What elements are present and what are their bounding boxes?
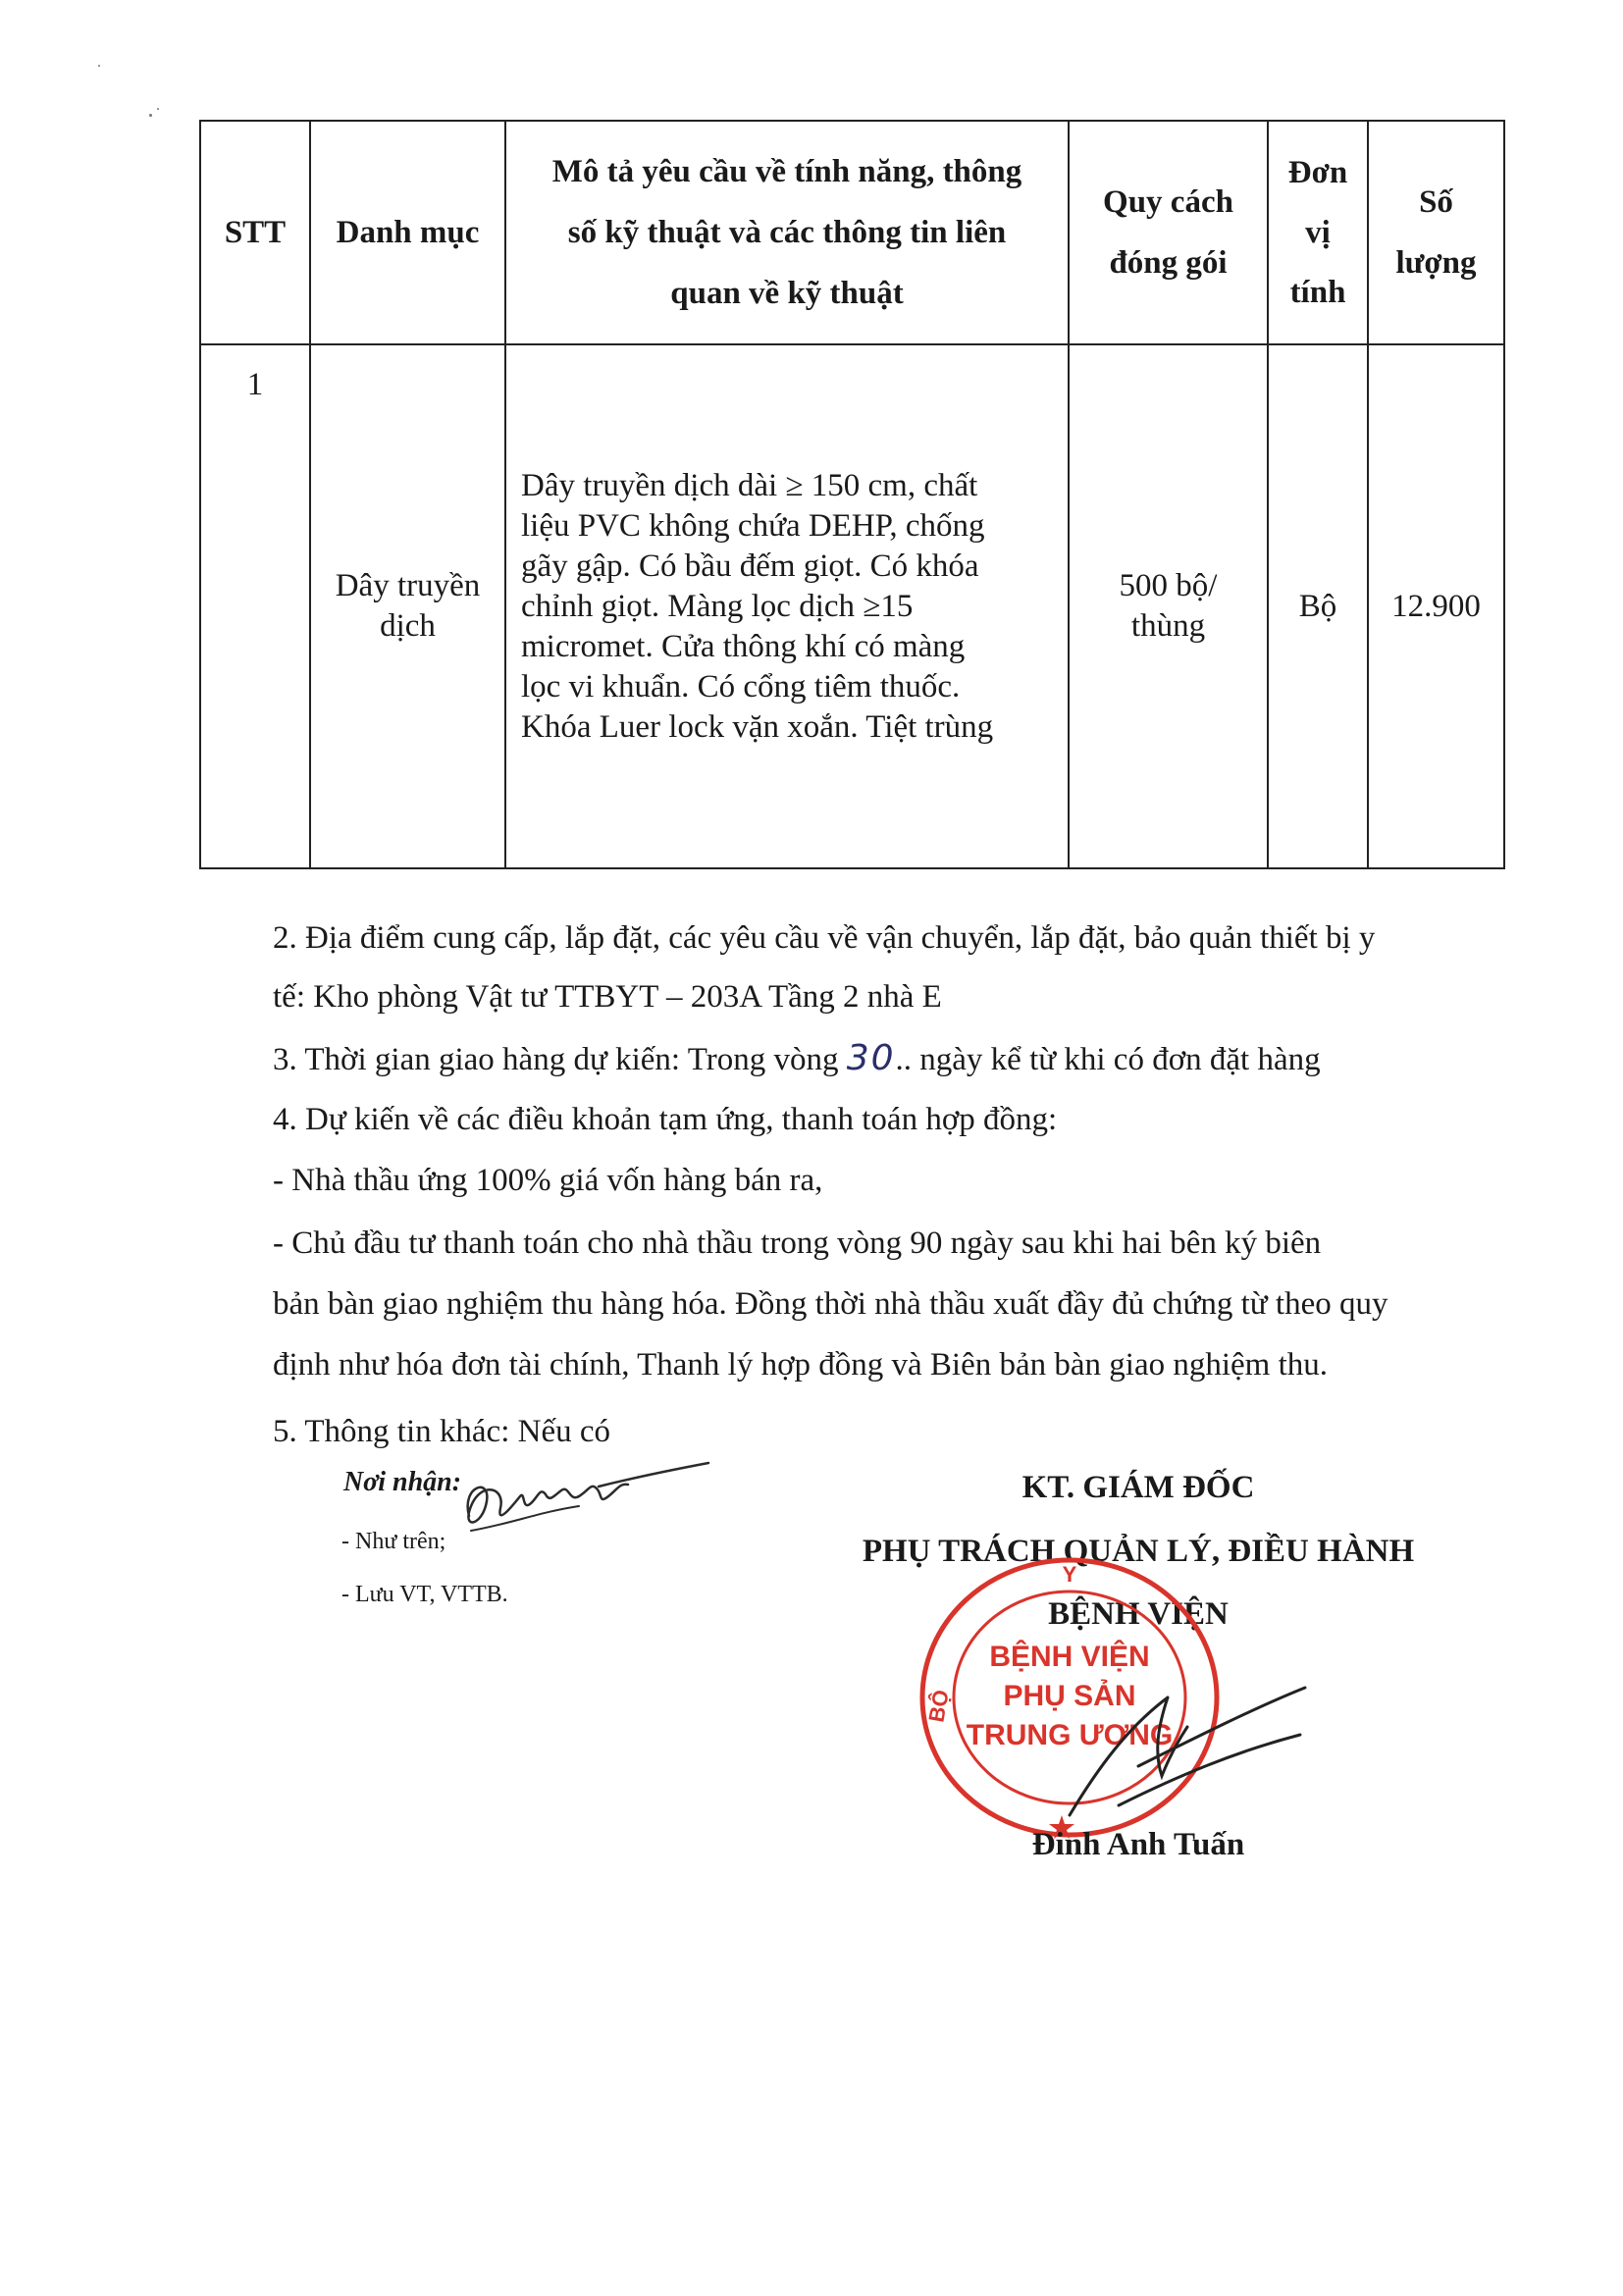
recipients-title: Nơi nhận:: [343, 1467, 462, 1497]
cell-category: Dây truyền dịch: [310, 344, 505, 868]
section-4-item-2-line-1: - Chủ đầu tư thanh toán cho nhà thầu trong vòng 90 ngày sau khi hai bên ký biên: [273, 1226, 1322, 1261]
table-row: [200, 344, 1504, 868]
cell-quantity: 12.900: [1368, 344, 1504, 868]
section-4-item-2-line-2: bản bàn giao nghiệm thu hàng hóa. Đồng thời nhà thầu xuất đầy đủ chứng từ theo quy: [273, 1286, 1388, 1322]
section-4-item-2-line-3: định như hóa đơn tài chính, Thanh lý hợp đồng và Biên bản bàn giao nghiệm thu.: [273, 1347, 1329, 1383]
stamp-ring-left: BỘ: [923, 1688, 954, 1725]
stamp-line-1: BỆNH VIỆN: [989, 1641, 1150, 1673]
stamp-line-2: PHỤ SẢN: [1003, 1680, 1136, 1712]
cell-stt: 1: [200, 344, 310, 868]
signatory-line-1: KT. GIÁM ĐỐC: [1021, 1470, 1255, 1505]
recipient-item: - Như trên;: [341, 1529, 446, 1554]
cell-packaging: 500 bộ/ thùng: [1069, 344, 1268, 868]
section-2-line-2: tế: Kho phòng Vật tư TTBYT – 203A Tầng 2 nhà E: [273, 979, 942, 1015]
header-quantity: Số lượng: [1368, 121, 1504, 344]
table-header-row: [200, 121, 1504, 344]
section-4-item-1: - Nhà thầu ứng 100% giá vốn hàng bán ra,: [273, 1163, 823, 1198]
cell-unit: Bộ: [1268, 344, 1368, 868]
section-5: 5. Thông tin khác: Nếu có: [273, 1414, 610, 1449]
signatory-line-2: PHỤ TRÁCH QUẢN LÝ, ĐIỀU HÀNH: [862, 1534, 1415, 1569]
initials-signature-icon: [451, 1447, 726, 1555]
stamp-line-3: TRUNG ƯƠNG: [966, 1719, 1174, 1751]
director-signature-icon: [1060, 1658, 1315, 1835]
signatory-line-3: BỆNH VIỆN: [1048, 1596, 1229, 1632]
header-category: Danh mục: [310, 121, 505, 344]
scan-speck: [157, 108, 159, 110]
handwritten-days: 30: [846, 1038, 896, 1078]
signatory-name: Đinh Anh Tuấn: [1031, 1827, 1245, 1862]
section-4: 4. Dự kiến về các điều khoản tạm ứng, thanh toán hợp đồng:: [273, 1102, 1058, 1137]
recipient-item: - Lưu VT, VTTB.: [341, 1582, 508, 1607]
section-2-line-1: 2. Địa điểm cung cấp, lắp đặt, các yêu cầu về vận chuyển, lắp đặt, bảo quản thiết bị y: [273, 920, 1376, 956]
spec-table: [199, 120, 1505, 869]
scan-speck: [98, 65, 100, 67]
header-unit: Đơn vị tính: [1268, 121, 1368, 344]
header-description: Mô tả yêu cầu về tính năng, thông số kỹ thuật và các thông tin liên quan về kỹ thuật: [505, 121, 1069, 344]
header-packaging: Quy cách đóng gói: [1069, 121, 1268, 344]
header-stt: STT: [200, 121, 310, 344]
section-3: 3. Thời gian giao hàng dự kiến: Trong vòng 30.. ngày kể từ khi có đơn đặt hàng: [273, 1038, 1321, 1078]
scan-speck: [149, 114, 152, 117]
stamp-ring-top: Y: [1062, 1562, 1077, 1587]
cell-description: Dây truyền dịch dài ≥ 150 cm, chất liệu PVC không chứa DEHP, chống gãy gập. Có bầu đếm giọt. Có khóa chỉnh giọt. Màng lọc dịch ≥15 micromet. Cửa thông khí có màng lọc vi khuẩn. Có cổng tiêm thuốc. Khóa Luer lock vặn xoắn. Tiệt trùng: [505, 344, 1069, 868]
